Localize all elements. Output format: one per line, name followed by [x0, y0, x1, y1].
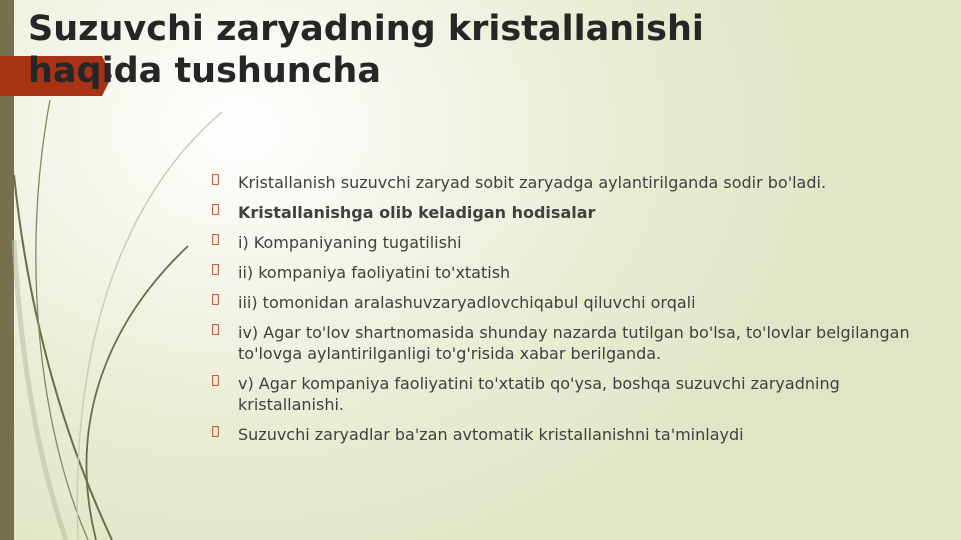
bullet-text: Kristallanish suzuvchi zaryad sobit zaryadga aylantirilganda sodir bo'ladi. — [238, 173, 827, 192]
bullet-marker-icon — [210, 373, 220, 387]
bullet-text: Suzuvchi zaryadlar ba'zan avtomatik kristallanishni ta'minlaydi — [238, 425, 744, 444]
bullet-item — [208, 322, 928, 364]
bullet-text: i) Kompaniyaning tugatilishi — [238, 233, 462, 252]
bullet-text: Kristallanishga olib keladigan hodisalar — [238, 203, 596, 222]
bullet-marker-icon — [210, 292, 220, 306]
bullet-marker-icon — [210, 262, 220, 276]
slide-title: Suzuvchi zaryadning kristallanishi haqida tushuncha — [28, 9, 704, 91]
bullet-text: v) Agar kompaniya faoliyatini to'xtatib qo'ysa, boshqa suzuvchi zaryadning kristallanishi. — [238, 374, 840, 414]
bullet-marker-icon — [210, 232, 220, 246]
bullet-item — [208, 232, 928, 253]
bullet-marker-icon — [210, 424, 220, 438]
bullet-text: iv) Agar to'lov shartnomasida shunday nazarda tutilgan bo'lsa, to'lovlar belgilangan to'lovga aylantirilganligi to'g'risida xabar berilganda. — [238, 323, 910, 363]
bullet-item — [208, 202, 928, 223]
bullet-item — [208, 424, 928, 445]
bullet-item — [208, 292, 928, 313]
bullet-item — [208, 373, 928, 415]
bullet-marker-icon — [210, 172, 220, 186]
bullet-item — [208, 262, 928, 283]
bullet-list — [208, 172, 928, 454]
bullet-text: iii) tomonidan aralashuvzaryadlovchiqabul qiluvchi orqali — [238, 293, 696, 312]
bullet-marker-icon — [210, 202, 220, 216]
bullet-item — [208, 172, 928, 193]
bullet-text: ii) kompaniya faoliyatini to'xtatish — [238, 263, 511, 282]
bullet-marker-icon — [210, 322, 220, 336]
